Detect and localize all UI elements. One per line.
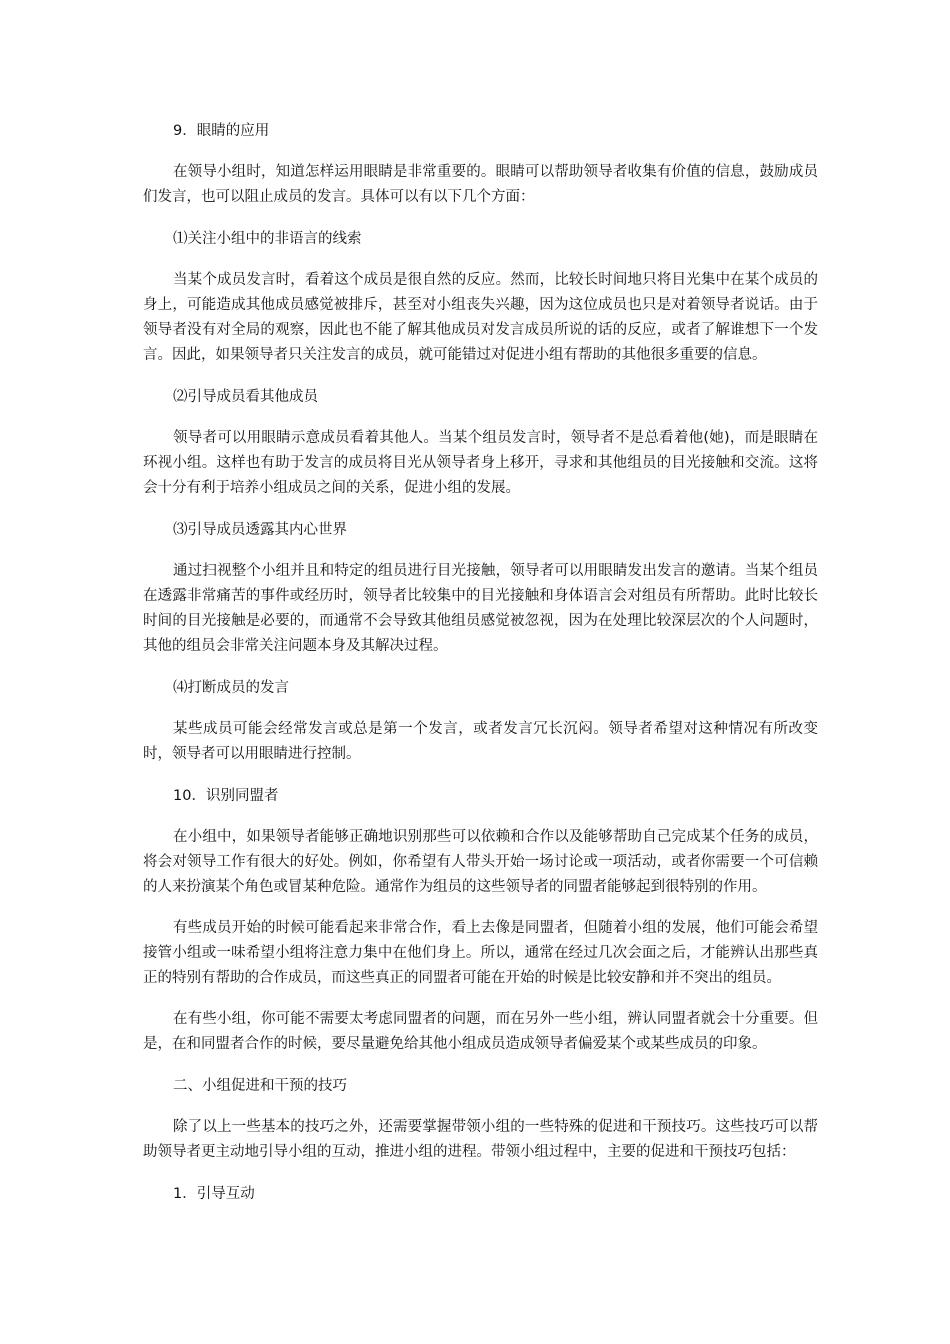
- chapter-heading: 二、小组促进和干预的技巧: [173, 1078, 347, 1094]
- section-heading-eye-use: 9．眼睛的应用: [173, 123, 270, 139]
- paragraph: 当某个成员发言时，看着这个成员是很自然的反应。然而，比较长时间地只将目光集中在某个成员的身上，可能造成其他成员感觉被排斥，甚至对小组丧失兴趣，因为这位成员也只是对着领导者说话。由于领导者没有对全局的观察，因此也不能了解其他成员对发言成员所说的话的反应，或者了解谁想下一个发言。因此，如果领导者只关注发言的成员，就可能错过对促进小组有帮助的其他很多重要的信息。: [143, 272, 818, 363]
- paragraph: 除了以上一些基本的技巧之外，还需要掌握带领小组的一些特殊的促进和干预技巧。这些技巧可以帮助领导者更主动地引导小组的互动，推进小组的进程。带领小组过程中，主要的促进和干预技巧包括：: [143, 1119, 818, 1160]
- section-heading-guide-interaction: 1．引导互动: [173, 1186, 255, 1202]
- paragraph: 通过扫视整个小组并且和特定的组员进行目光接触，领导者可以用眼睛发出发言的邀请。当某个组员在透露非常痛苦的事件或经历时，领导者比较集中的目光接触和身体语言会对组员有所帮助。此时比较长时间的目光接触是必要的，而通常不会导致其他组员感觉被忽视，因为在处理比较深层次的个人问题时，其他的组员会非常关注问题本身及其解决过程。: [143, 563, 818, 654]
- section-heading-allies: 10．识别同盟者: [173, 788, 279, 804]
- paragraph: 在领导小组时，知道怎样运用眼睛是非常重要的。眼睛可以帮助领导者收集有价值的信息，鼓励成员们发言，也可以阻止成员的发言。具体可以有以下几个方面：: [143, 164, 818, 205]
- subsection-heading: ⑷打断成员的发言: [173, 680, 289, 696]
- paragraph: 在有些小组，你可能不需要太考虑同盟者的问题，而在另外一些小组，辨认同盟者就会十分重要。但是，在和同盟者合作的时候，要尽量避免给其他小组成员造成领导者偏爱某个或某些成员的印象。: [143, 1011, 818, 1052]
- paragraph: 有些成员开始的时候可能看起来非常合作，看上去像是同盟者，但随着小组的发展，他们可能会希望接管小组或一味希望小组将注意力集中在他们身上。所以，通常在经过几次会面之后，才能辨认出那些真正的特别有帮助的合作成员，而这些真正的同盟者可能在开始的时候是比较安静和并不突出的组员。: [143, 920, 818, 986]
- paragraph: 某些成员可能会经常发言或总是第一个发言，或者发言冗长沉闷。领导者希望对这种情况有所改变时，领导者可以用眼睛进行控制。: [143, 721, 818, 762]
- paragraph: 领导者可以用眼睛示意成员看着其他人。当某个组员发言时，领导者不是总看着他(她)，而是眼睛在环视小组。这样也有助于发言的成员将目光从领导者身上移开，寻求和其他组员的目光接触和交流。这将会十分有利于培养小组成员之间的关系，促进小组的发展。: [143, 430, 818, 496]
- paragraph: 在小组中，如果领导者能够正确地识别那些可以依赖和合作以及能够帮助自己完成某个任务的成员，将会对领导工作有很大的好处。例如，你希望有人带头开始一场讨论或一项活动，或者你需要一个可信赖的人来扮演某个角色或冒某种危险。通常作为组员的这些领导者的同盟者能够起到很特别的作用。: [143, 829, 818, 895]
- subsection-heading: ⑶引导成员透露其内心世界: [173, 522, 347, 538]
- subsection-heading: ⑵引导成员看其他成员: [173, 389, 318, 405]
- subsection-heading: ⑴关注小组中的非语言的线索: [173, 231, 362, 247]
